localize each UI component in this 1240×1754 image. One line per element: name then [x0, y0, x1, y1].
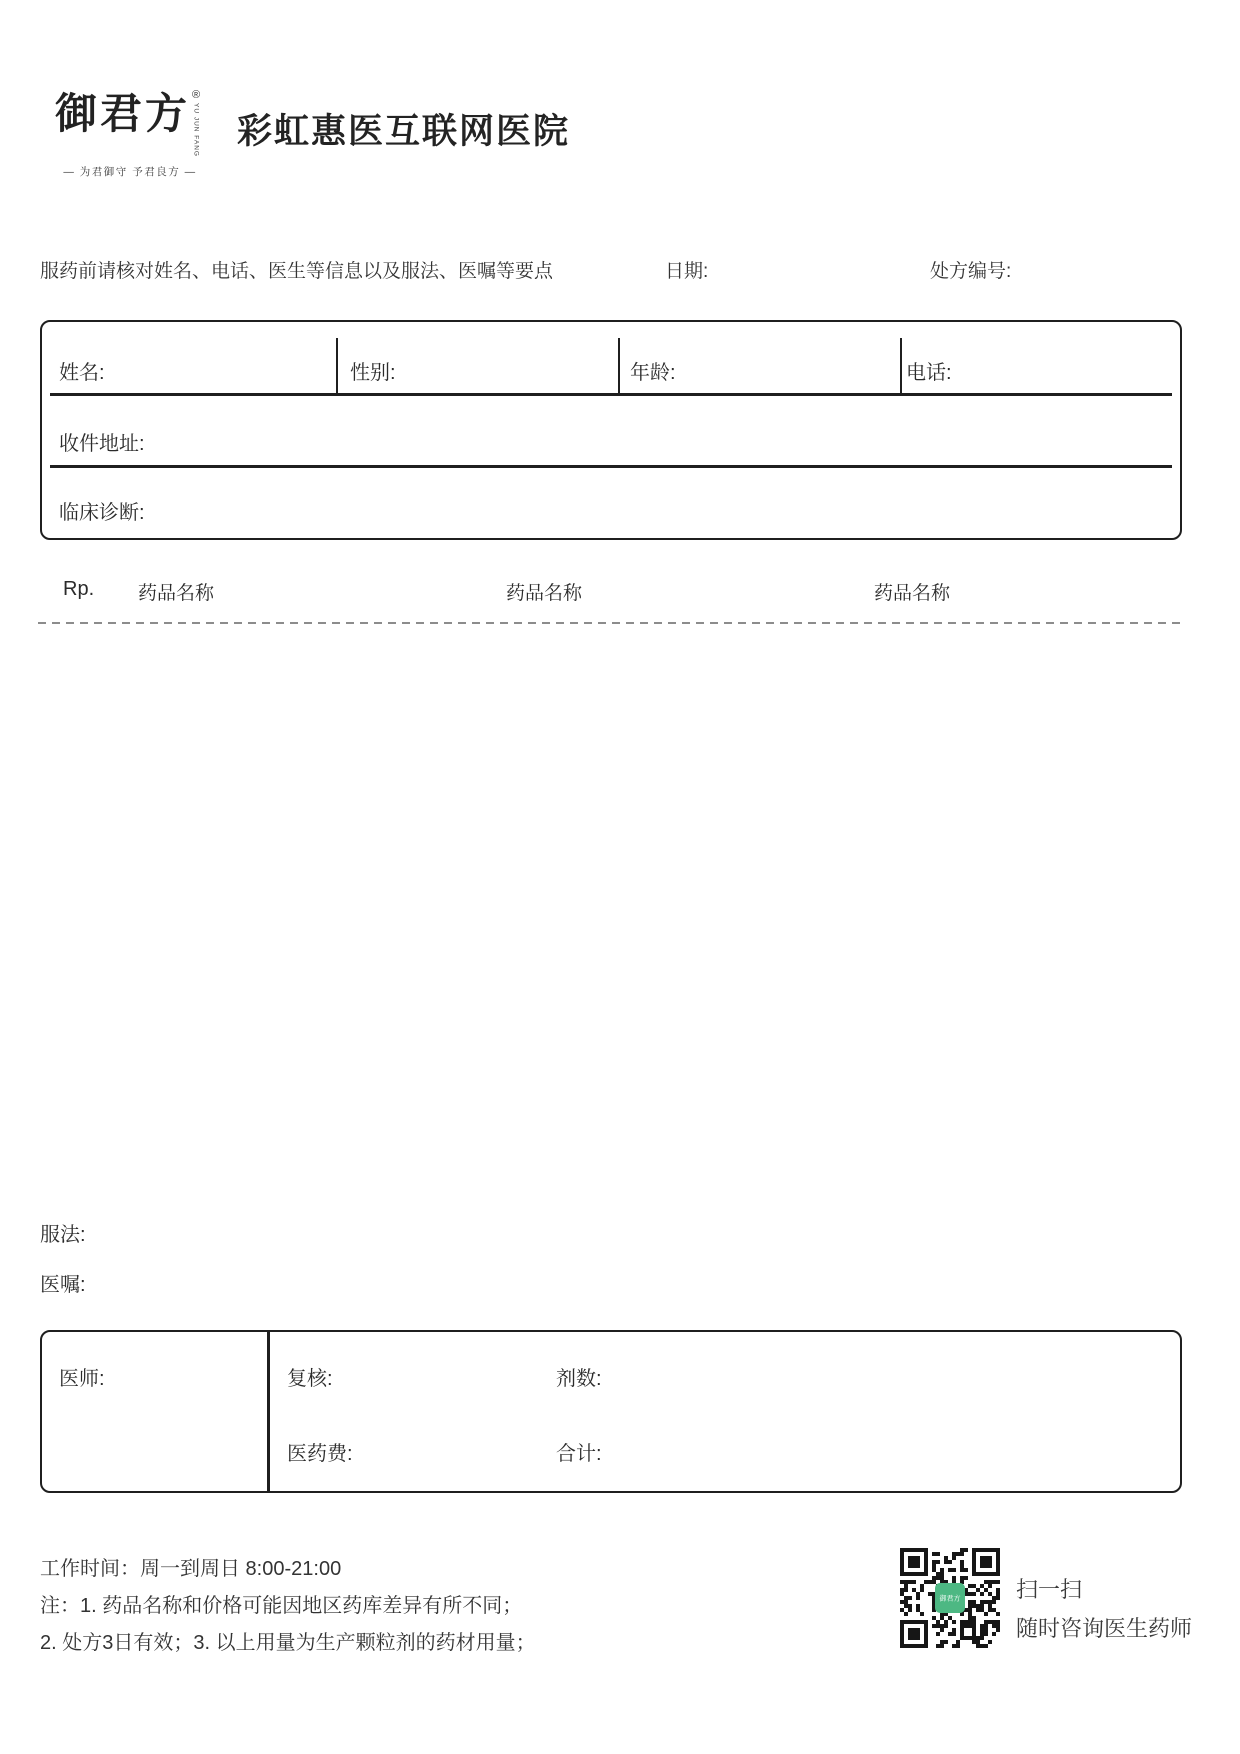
- hospital-title: 彩虹惠医互联网医院: [237, 112, 571, 151]
- column-divider: [618, 338, 620, 395]
- qr-scan-label: 扫一扫: [1016, 1577, 1083, 1602]
- column-divider: [900, 338, 902, 395]
- total-label: 合计:: [556, 1443, 602, 1465]
- prescription-divider: [38, 622, 1182, 624]
- qr-code: [900, 1548, 1000, 1648]
- drug-name-column-header: 药品名称: [138, 583, 215, 604]
- prescription-number-label: 处方编号:: [930, 261, 1012, 282]
- column-divider: [267, 1332, 270, 1491]
- registered-trademark-icon: ®: [192, 89, 201, 101]
- rp-label: Rp.: [63, 578, 95, 600]
- brand-logo-romanized: YU JUN FANG: [192, 103, 200, 157]
- doses-label: 剂数:: [556, 1368, 602, 1390]
- patient-phone-label: 电话:: [906, 362, 952, 384]
- drug-name-column-header: 药品名称: [506, 583, 583, 604]
- footer-note-1: 注：1. 药品名称和价格可能因地区药库差异有所不同；: [40, 1595, 523, 1617]
- qr-consult-label: 随时咨询医生药师: [1016, 1616, 1193, 1641]
- signature-box: [40, 1330, 1182, 1493]
- verification-notice: 服药前请核对姓名、电话、医生等信息以及服法、医嘱等要点: [40, 261, 554, 282]
- medical-fee-label: 医药费:: [287, 1443, 353, 1465]
- column-divider: [336, 338, 338, 395]
- review-label: 复核:: [287, 1368, 333, 1390]
- date-label: 日期:: [665, 261, 709, 282]
- patient-age-label: 年龄:: [630, 362, 676, 384]
- doctor-advice-label: 医嘱:: [40, 1274, 86, 1296]
- patient-info-box: [40, 320, 1182, 540]
- clinical-diagnosis-label: 临床诊断:: [59, 502, 145, 524]
- working-hours: 工作时间：周一到周日 8:00-21:00: [40, 1558, 342, 1580]
- footer-note-2: 2. 处方3日有效；3. 以上用量为生产颗粒剂的药材用量；: [40, 1632, 536, 1654]
- shipping-address-label: 收件地址:: [59, 433, 145, 455]
- brand-logo: [55, 89, 205, 179]
- patient-name-label: 姓名:: [59, 362, 105, 384]
- brand-logo-name: 御君方: [55, 89, 191, 138]
- row-divider: [50, 393, 1172, 396]
- usage-label: 服法:: [40, 1224, 86, 1246]
- brand-tagline: — 为君御守 予君良方 —: [63, 165, 197, 178]
- svg-text:御君方: 御君方: [939, 1595, 961, 1603]
- patient-gender-label: 性别:: [350, 362, 396, 384]
- row-divider: [50, 465, 1172, 468]
- physician-label: 医师:: [59, 1368, 105, 1390]
- drug-name-column-header: 药品名称: [874, 583, 951, 604]
